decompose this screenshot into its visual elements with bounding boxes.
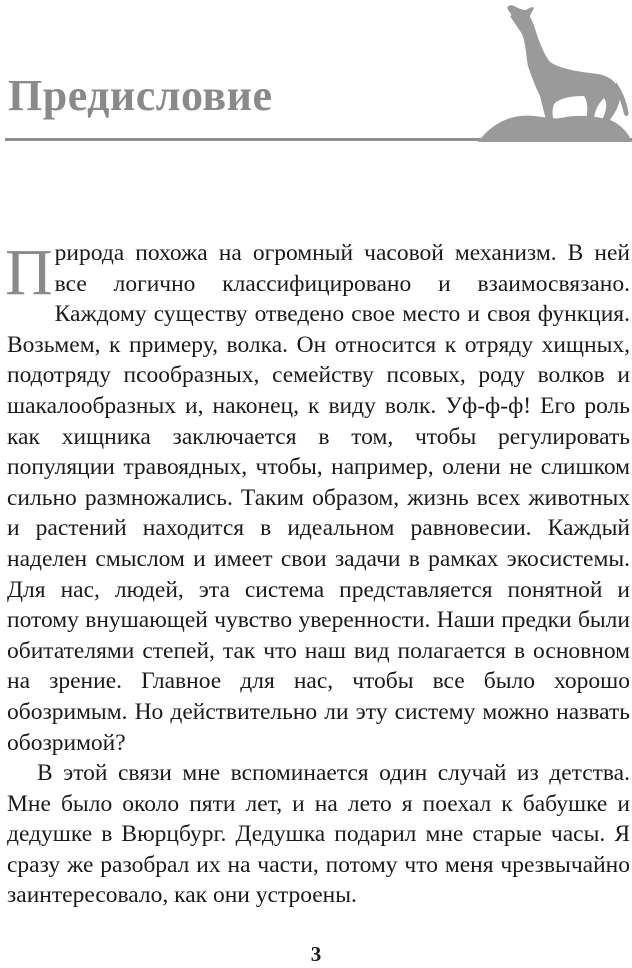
paragraph-text: В этой связи мне вспоминается один случай из детства. Мне было около пяти лет, и на лето я поехал к бабушке и дедушке в Вюрцбург. Дедушка подарил мне старые часы. Я сразу же разобрал их на части, потому что меня чрезвычайно заинтересовало, как они устроены.: [7, 760, 630, 909]
page-number: 3: [310, 942, 322, 966]
chapter-header: [0, 0, 632, 150]
body-text: [7, 238, 630, 911]
paragraph: [7, 758, 630, 911]
paragraph-text: рирода похожа на огромный часовой механизм. В ней все логично классифицировано и взаимосвязано. Каждому существу отведено свое место и своя функция. Возьмем, к примеру, волка. Он относится к отряду хищных, подотряду псообразных, семейству псовых, роду волков и шакалообразных и, наконец, к виду волк. Уф-ф-ф! Его роль как хищника заключается в том, чтобы регулировать популяции травоядных, чтобы, например, олени не слишком сильно размножались. Таким образом, жизнь всех животных и растений находится в идеальном равновесии. Каждый наделен смыслом и имеет свои задачи в рамках экосистемы. Для нас, людей, эта система представляется понятной и потому внушающей чувство уверенности. Наши предки были обитателями степей, так что наш вид полагается в основном на зрение. Главное для нас, чтобы все было хорошо обозримым. Но действительно ли эту систему можно назвать обозримой?: [7, 240, 630, 756]
chapter-title: Предисловие: [8, 71, 273, 120]
paragraph: [7, 238, 630, 758]
drop-cap: П: [5, 236, 53, 309]
wolf-silhouette-icon: [470, 0, 632, 142]
